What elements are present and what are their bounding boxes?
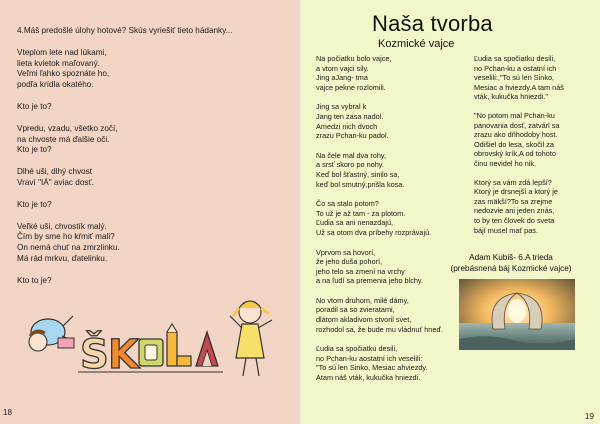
paragraph	[17, 124, 287, 156]
text-line: Ktorý je drsnejší a ktorý je	[474, 187, 558, 197]
paragraph	[316, 296, 471, 334]
paragraph	[474, 111, 594, 169]
text-line: Jang ten zasa nadol.	[316, 111, 384, 121]
text-line: no Pchan-ku aostatní ich veselili:	[316, 353, 423, 363]
text-line: Dlhé uši, dlhý chvost	[17, 167, 93, 177]
paragraph	[17, 222, 287, 265]
text-line: panovania dosť, zatvárl sa	[474, 120, 560, 130]
text-line: a vtom vajci sily.	[316, 63, 369, 73]
text-line: Kto to je?	[17, 275, 52, 285]
text-line: obrovský krík,A od tohoto	[474, 149, 556, 159]
text-line: Ľudia sa spočiatku desili,	[474, 54, 556, 63]
text-line: 4.Máš predošlé úlohy hotové? Skús vyriešiť tieto hádanky...	[17, 26, 233, 35]
text-line: Atam náš vták, kukučka hniezdi.	[316, 373, 421, 383]
text-line: lieta kvietok maľovaný.	[17, 58, 100, 68]
text-line: zrazu Pchan-ku padol.	[316, 131, 389, 141]
author-note: (prebásnená báj Kozmické vajce)	[450, 263, 572, 273]
paragraph	[316, 199, 471, 237]
page-title: Naša tvorba	[372, 11, 493, 36]
text-line: Veľmi ľahko spoznáte ho,	[17, 69, 110, 79]
paragraph	[17, 102, 287, 113]
text-line: rozhodol sa, že bude mu vládnuť hneď.	[316, 324, 443, 334]
text-line: poradil sa so zvieratami,	[316, 305, 395, 315]
text-line: a srsť skoro po nohy.	[316, 160, 384, 170]
text-line: Má rád mrkvu, ďatelinku.	[17, 253, 108, 263]
text-line: dlátom akladivom stvoril svet,	[316, 315, 412, 325]
child-figure-left	[29, 316, 74, 351]
text-line: Vraví "IÁ" aviac dosť.	[17, 177, 94, 187]
svg-text:Š: Š	[80, 332, 109, 378]
paragraph	[474, 54, 594, 102]
paragraph	[316, 102, 471, 140]
paragraph	[316, 344, 471, 382]
paragraph	[316, 54, 471, 92]
text-line: Na počiatku bolo vajce,	[316, 54, 392, 63]
text-line: Keď bol šťastný, sinilo sa,	[316, 169, 400, 179]
text-line: Čo sa stalo potom?	[316, 199, 379, 209]
text-line: no Pchan-ku a ostatní ich	[474, 63, 557, 73]
text-line: Vprvom sa hovorí,	[316, 247, 376, 257]
paragraph	[17, 48, 287, 91]
svg-text:K: K	[108, 332, 139, 378]
text-line: že jeho duša pohorí,	[316, 257, 383, 267]
text-line: Amedzi nich dvoch	[316, 121, 378, 131]
paragraph	[316, 151, 471, 189]
text-line: Jing sa vybral k	[316, 102, 367, 112]
text-line: Veľké uši, chvostík malý.	[17, 221, 107, 231]
poem-column-2	[474, 54, 594, 244]
text-line: Ktorý sa vám zdá lepší?	[474, 177, 552, 187]
paragraph	[474, 178, 594, 236]
text-line: jeho telo sa zmení na vrchy	[316, 266, 405, 276]
page-number-right: 19	[585, 412, 594, 421]
text-line: "To sú len Sinko, Mesiac ahviezdy.	[316, 363, 428, 373]
text-line: Kto je to?	[17, 199, 52, 209]
author-credit	[426, 253, 596, 274]
paragraph	[17, 200, 287, 211]
text-line: Odišiel do lesa, skočil za	[474, 139, 554, 149]
cosmic-egg-illustration	[459, 279, 575, 350]
paragraph	[17, 26, 287, 37]
text-line: No vtom druhom, milé dámy,	[316, 295, 409, 305]
text-line: "No potom mal Pchan-ku	[474, 110, 555, 120]
poem-title: Kozmické vajce	[378, 38, 455, 50]
text-line: to by ten človek do sveta	[474, 215, 555, 225]
text-line: podľa krídla okatého.	[17, 80, 94, 90]
paragraph	[17, 276, 287, 287]
text-line: na chvoste má ďalšie oči.	[17, 134, 110, 144]
paragraph	[17, 167, 287, 189]
text-line: veselili:,"To sú len Sinko,	[474, 73, 555, 83]
author-name: Adam Kubiš- 6.A trieda	[469, 253, 553, 262]
text-line: Ľudia sa spočiatku desili,	[316, 344, 398, 354]
text-line: Vpredu, vzadu, všetko zočí,	[17, 123, 118, 133]
text-line: zrazu ako dňhodoby host.	[474, 130, 558, 140]
text-line: činu nevidel ho nik.	[474, 158, 537, 168]
text-line: To už je až tam - za plotom.	[316, 208, 406, 218]
text-line: nedozvie ani jeden znás,	[474, 206, 555, 216]
text-line: Už sa otom dva príbehy rozprávajú.	[316, 227, 432, 237]
text-line: a na ľudí sa premenia jeho blchy.	[316, 276, 424, 286]
text-line: Ľudia sa ani nenazdajú,	[316, 218, 394, 228]
school-logo	[18, 296, 288, 388]
text-line: keď bol smutný,prišla kosa.	[316, 179, 405, 189]
text-line: Kto je to?	[17, 145, 52, 155]
text-line: bájí musel mať pas.	[474, 225, 538, 235]
logo-letters	[78, 324, 223, 378]
text-line: vták, kukučka hniezdi."	[474, 92, 548, 102]
page-number-left: 18	[3, 408, 12, 417]
text-line: Mesiac a hviezdy.A tam náš	[474, 82, 564, 92]
text-line: zas mäkší?To sa zrejme	[474, 196, 553, 206]
text-line: Kto je to?	[17, 101, 52, 111]
text-line: On nemá chuť na zmrzlinku.	[17, 243, 120, 253]
text-line: Čím by sme ho kŕmiť mali?	[17, 232, 115, 242]
text-line: Vteplom lete nad lúkami,	[17, 47, 107, 57]
child-figure-right	[230, 301, 272, 376]
poem-column-1	[316, 54, 471, 393]
text-line: vajce pekne rozlomili.	[316, 82, 386, 92]
text-line: Jing aJang- tma	[316, 73, 368, 83]
text-line: Na čele mal dva rohy,	[316, 150, 387, 160]
riddles-text	[17, 26, 287, 298]
